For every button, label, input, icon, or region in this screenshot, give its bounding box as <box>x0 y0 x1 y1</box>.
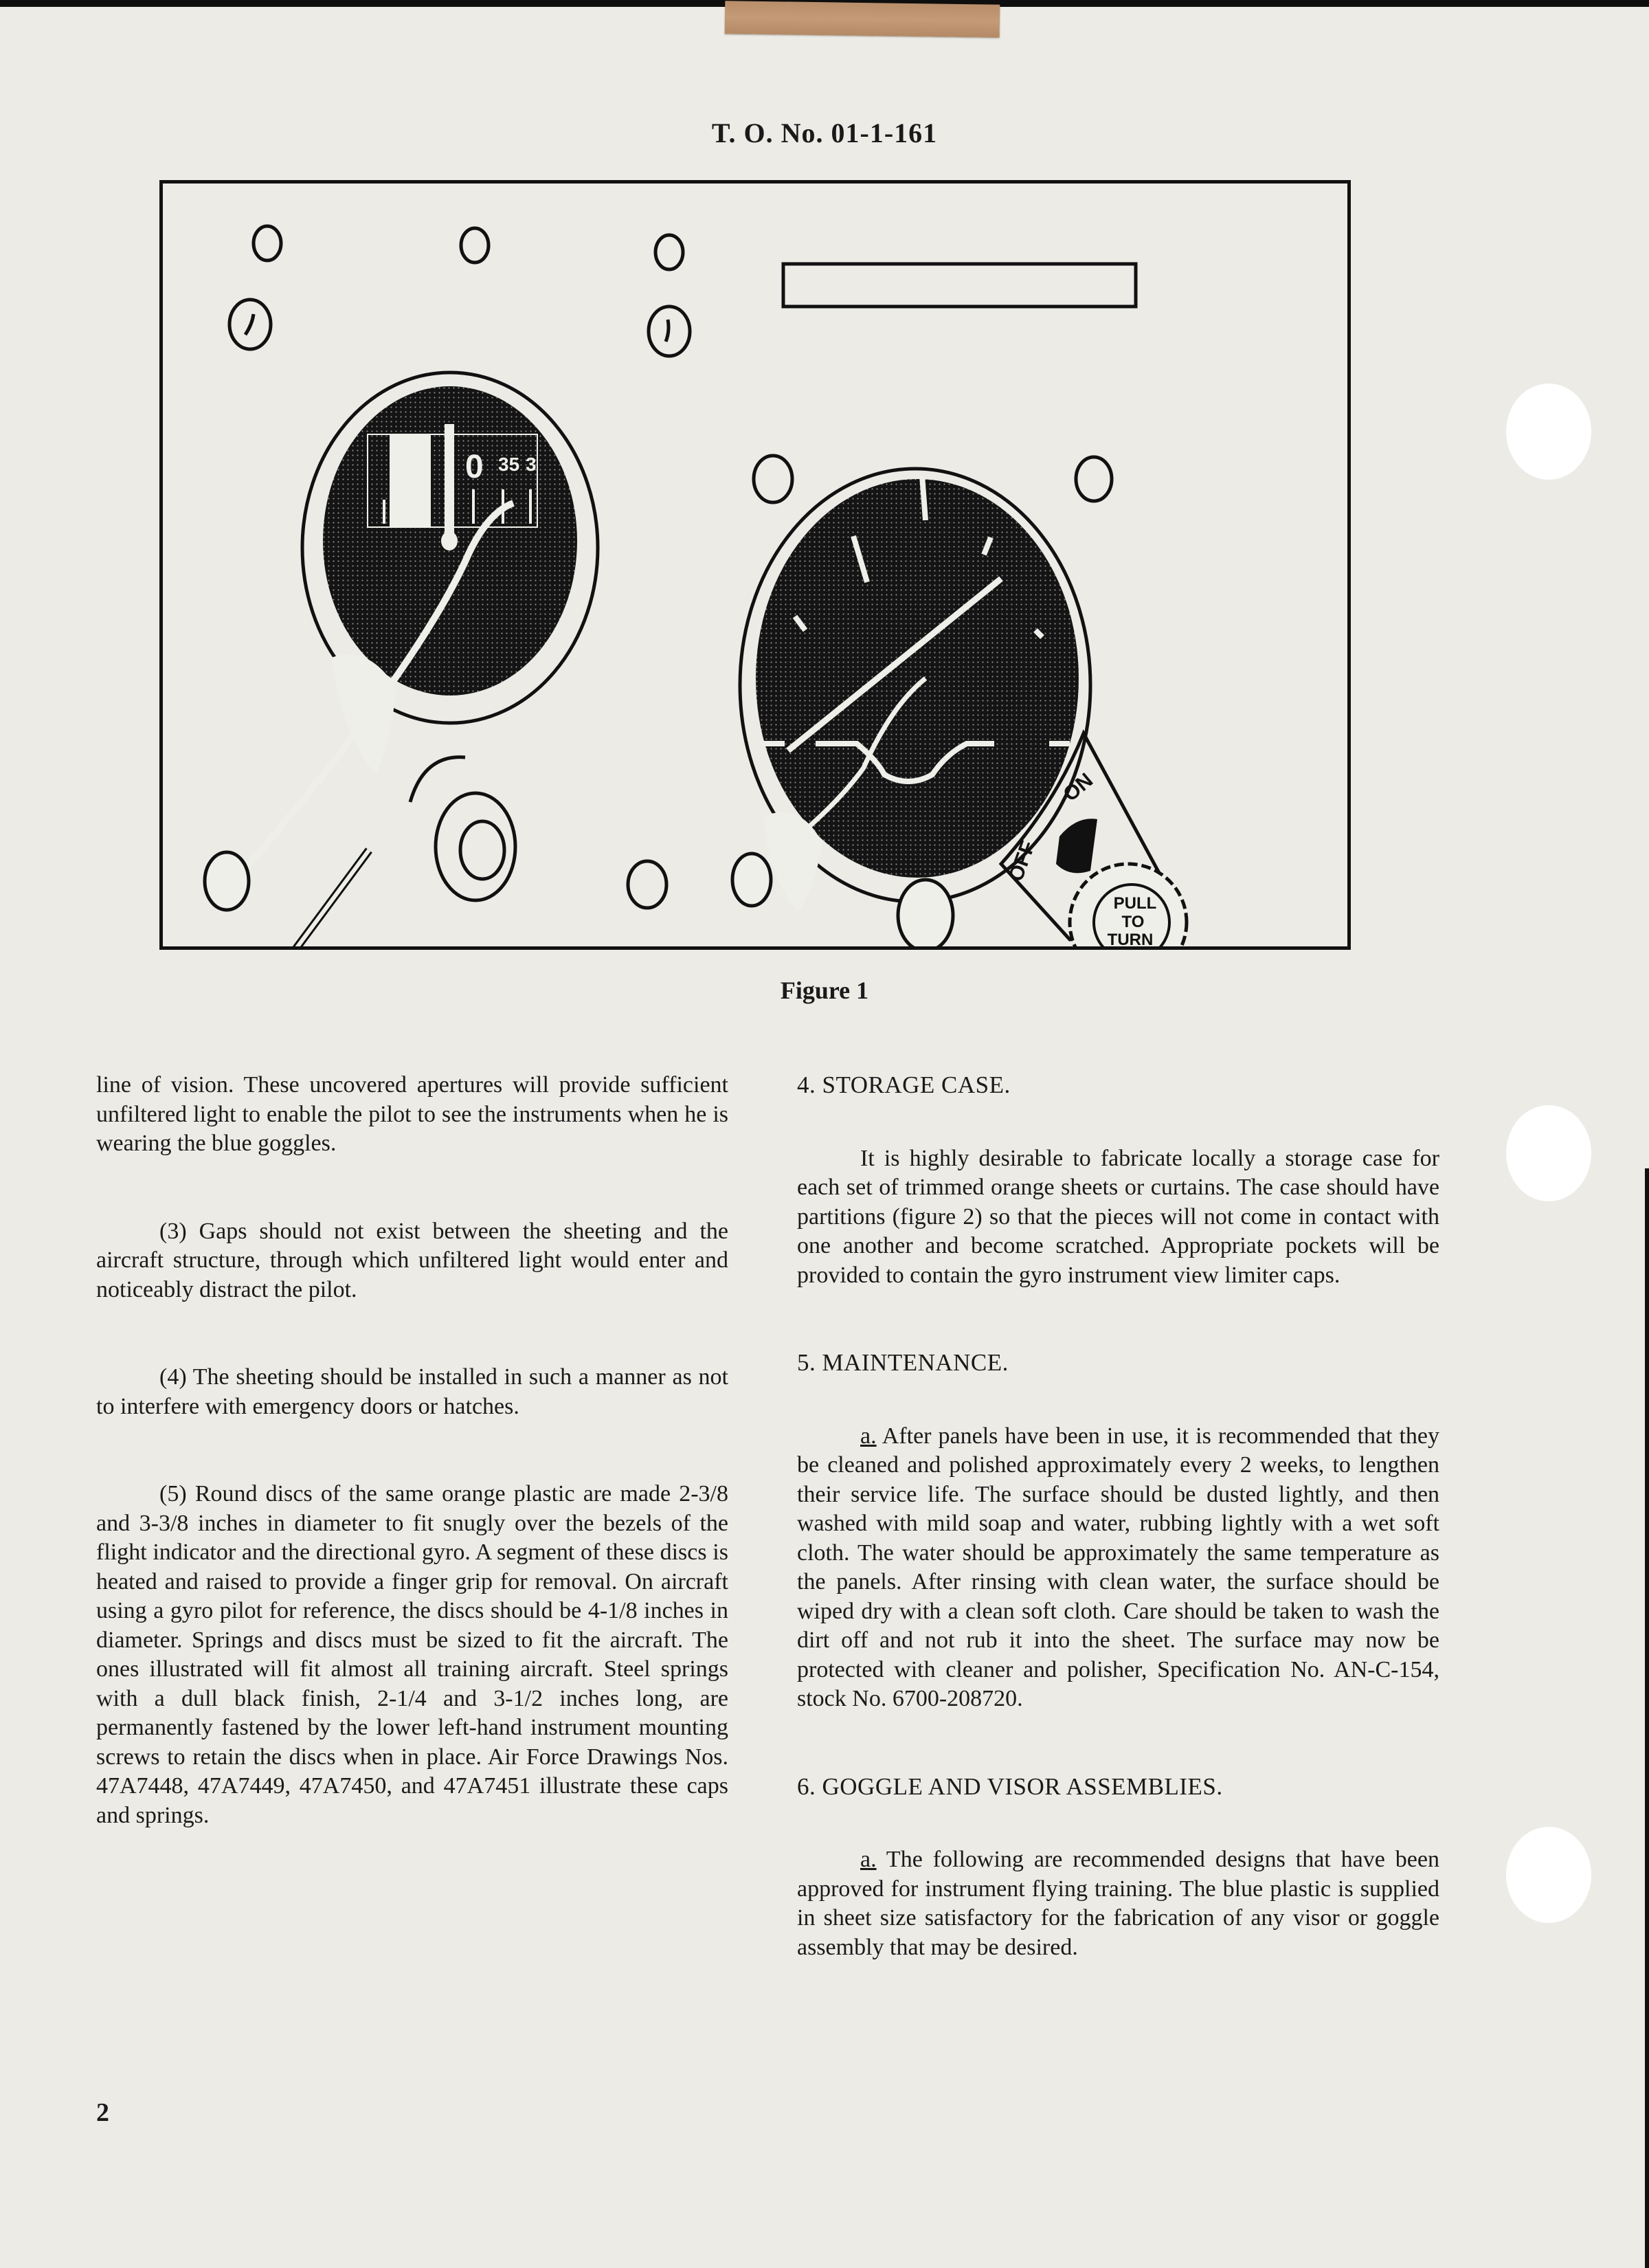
spring-end-screw-icon <box>205 852 249 910</box>
item-label-a: a. <box>860 1423 877 1449</box>
knob-label-to: TO <box>1121 913 1145 931</box>
screw-icon <box>461 228 489 263</box>
punch-hole-top <box>1506 383 1591 480</box>
page-number: 2 <box>96 2098 109 2127</box>
section-5-body: After panels have been in use, it is recommended that they be cleaned and polished approximately every 2 weeks, to lengthen their service life. The surface should be dusted lightly, and then washed with mild soap and water, rubbing lightly with a wet soft cloth. The water should be approximately the same temperature as the panels. After rinsing with clean water, the surface should be wiped dry with a clean soft cloth. Care should be taken to wash the dirt off and not rub it into the sheet. The surface may now be protected with cleaner and polisher, Specification No. AN-C-154, stock No. 6700-208720. <box>797 1423 1440 1711</box>
section-6-heading: 6. GOGGLE AND VISOR ASSEMBLIES. <box>797 1772 1223 1800</box>
dial-digit-0: 0 <box>465 449 484 485</box>
punch-hole-bottom <box>1506 1827 1591 1923</box>
directional-gyro-dial <box>756 479 1079 878</box>
section-4-body: It is highly desirable to fabricate locally a storage case for each set of trimmed orange sheets or curtains. The case should have partitions (figure 2) so that the pieces will not come in contact with one another and become scratched. Appropriate pockets will be provided to contain the gyro instrument view limiter caps. <box>797 1145 1439 1288</box>
section-6-body: The following are recommended designs that have been approved for instrument flying training. The blue plastic is supplied in sheet size satisfactory for the fabrication of any visor or goggle assembly that may be desired. <box>797 1847 1439 1960</box>
section-5-paragraph-a <box>797 1422 1439 1714</box>
figure-caption: Figure 1 <box>780 977 869 1004</box>
dial-digit-35: 35 <box>498 454 520 475</box>
dial-digit-3: 3 <box>526 454 537 475</box>
scan-right-edge <box>1645 1168 1649 2268</box>
page-header: T. O. No. 01-1-161 <box>711 118 938 148</box>
paragraph-4-installation: (4) The sheeting should be installed in such a manner as not to interfere with emergency doors or hatches. <box>96 1364 728 1419</box>
knob-label-pull: PULL <box>1113 894 1157 913</box>
paragraph-5-round-discs: (5) Round discs of the same orange plastic are made 2-3/8 and 3-3/8 inches in diameter to fit snugly over the bezels of the flight indicator and the directional gyro. A segment of these discs is heated and raised to provide a finger grip for removal. On aircraft using a gyro pilot for reference, the discs should be 4-1/8 inches in diameter. Springs and discs must be sized to fit the aircraft. The ones illustrated will fit almost all training aircraft. Steel springs with a dull black finish, 2-1/4 and 3-1/2 inches long, are permanently fastened by the lower left-hand instrument mounting screws to retain the discs when in place. Air Force Drawings Nos. 47A7448, 47A7449, 47A7450, and 47A7451 illustrate these caps and springs. <box>96 1481 728 1828</box>
punch-hole-middle <box>1506 1105 1591 1201</box>
spring-end-screw-icon <box>732 854 771 906</box>
tape-strip <box>725 1 1000 38</box>
switch-on-label: ON <box>1059 768 1098 806</box>
screw-icon <box>655 235 683 269</box>
figure-1-illustration <box>159 180 1351 950</box>
section-4-heading: 4. STORAGE CASE. <box>797 1071 1011 1098</box>
switch-off-label: OFF <box>1004 838 1040 885</box>
section-6-paragraph-a <box>797 1845 1439 1962</box>
panel-slot <box>783 264 1136 307</box>
screw-icon <box>1076 457 1112 501</box>
paragraph-3-gaps: (3) Gaps should not exist between the sheeting and the aircraft structure, through which unfiltered light would enter and noticeably distract the pilot. <box>96 1218 728 1302</box>
section-5-heading: 5. MAINTENANCE. <box>797 1349 1009 1376</box>
screw-icon <box>628 861 666 908</box>
item-label-a: a. <box>860 1847 877 1872</box>
right-column <box>797 1071 1439 1962</box>
screw-icon <box>754 456 792 502</box>
left-column <box>96 1071 728 1830</box>
screw-icon <box>254 226 281 260</box>
knob-label-turn: TURN <box>1107 931 1154 946</box>
paragraph-continued: line of vision. These uncovered apertures will provide sufficient unfiltered light to enable the pilot to see the instruments when he is wearing the blue goggles. <box>96 1072 728 1156</box>
adjust-knob-icon <box>898 880 953 946</box>
